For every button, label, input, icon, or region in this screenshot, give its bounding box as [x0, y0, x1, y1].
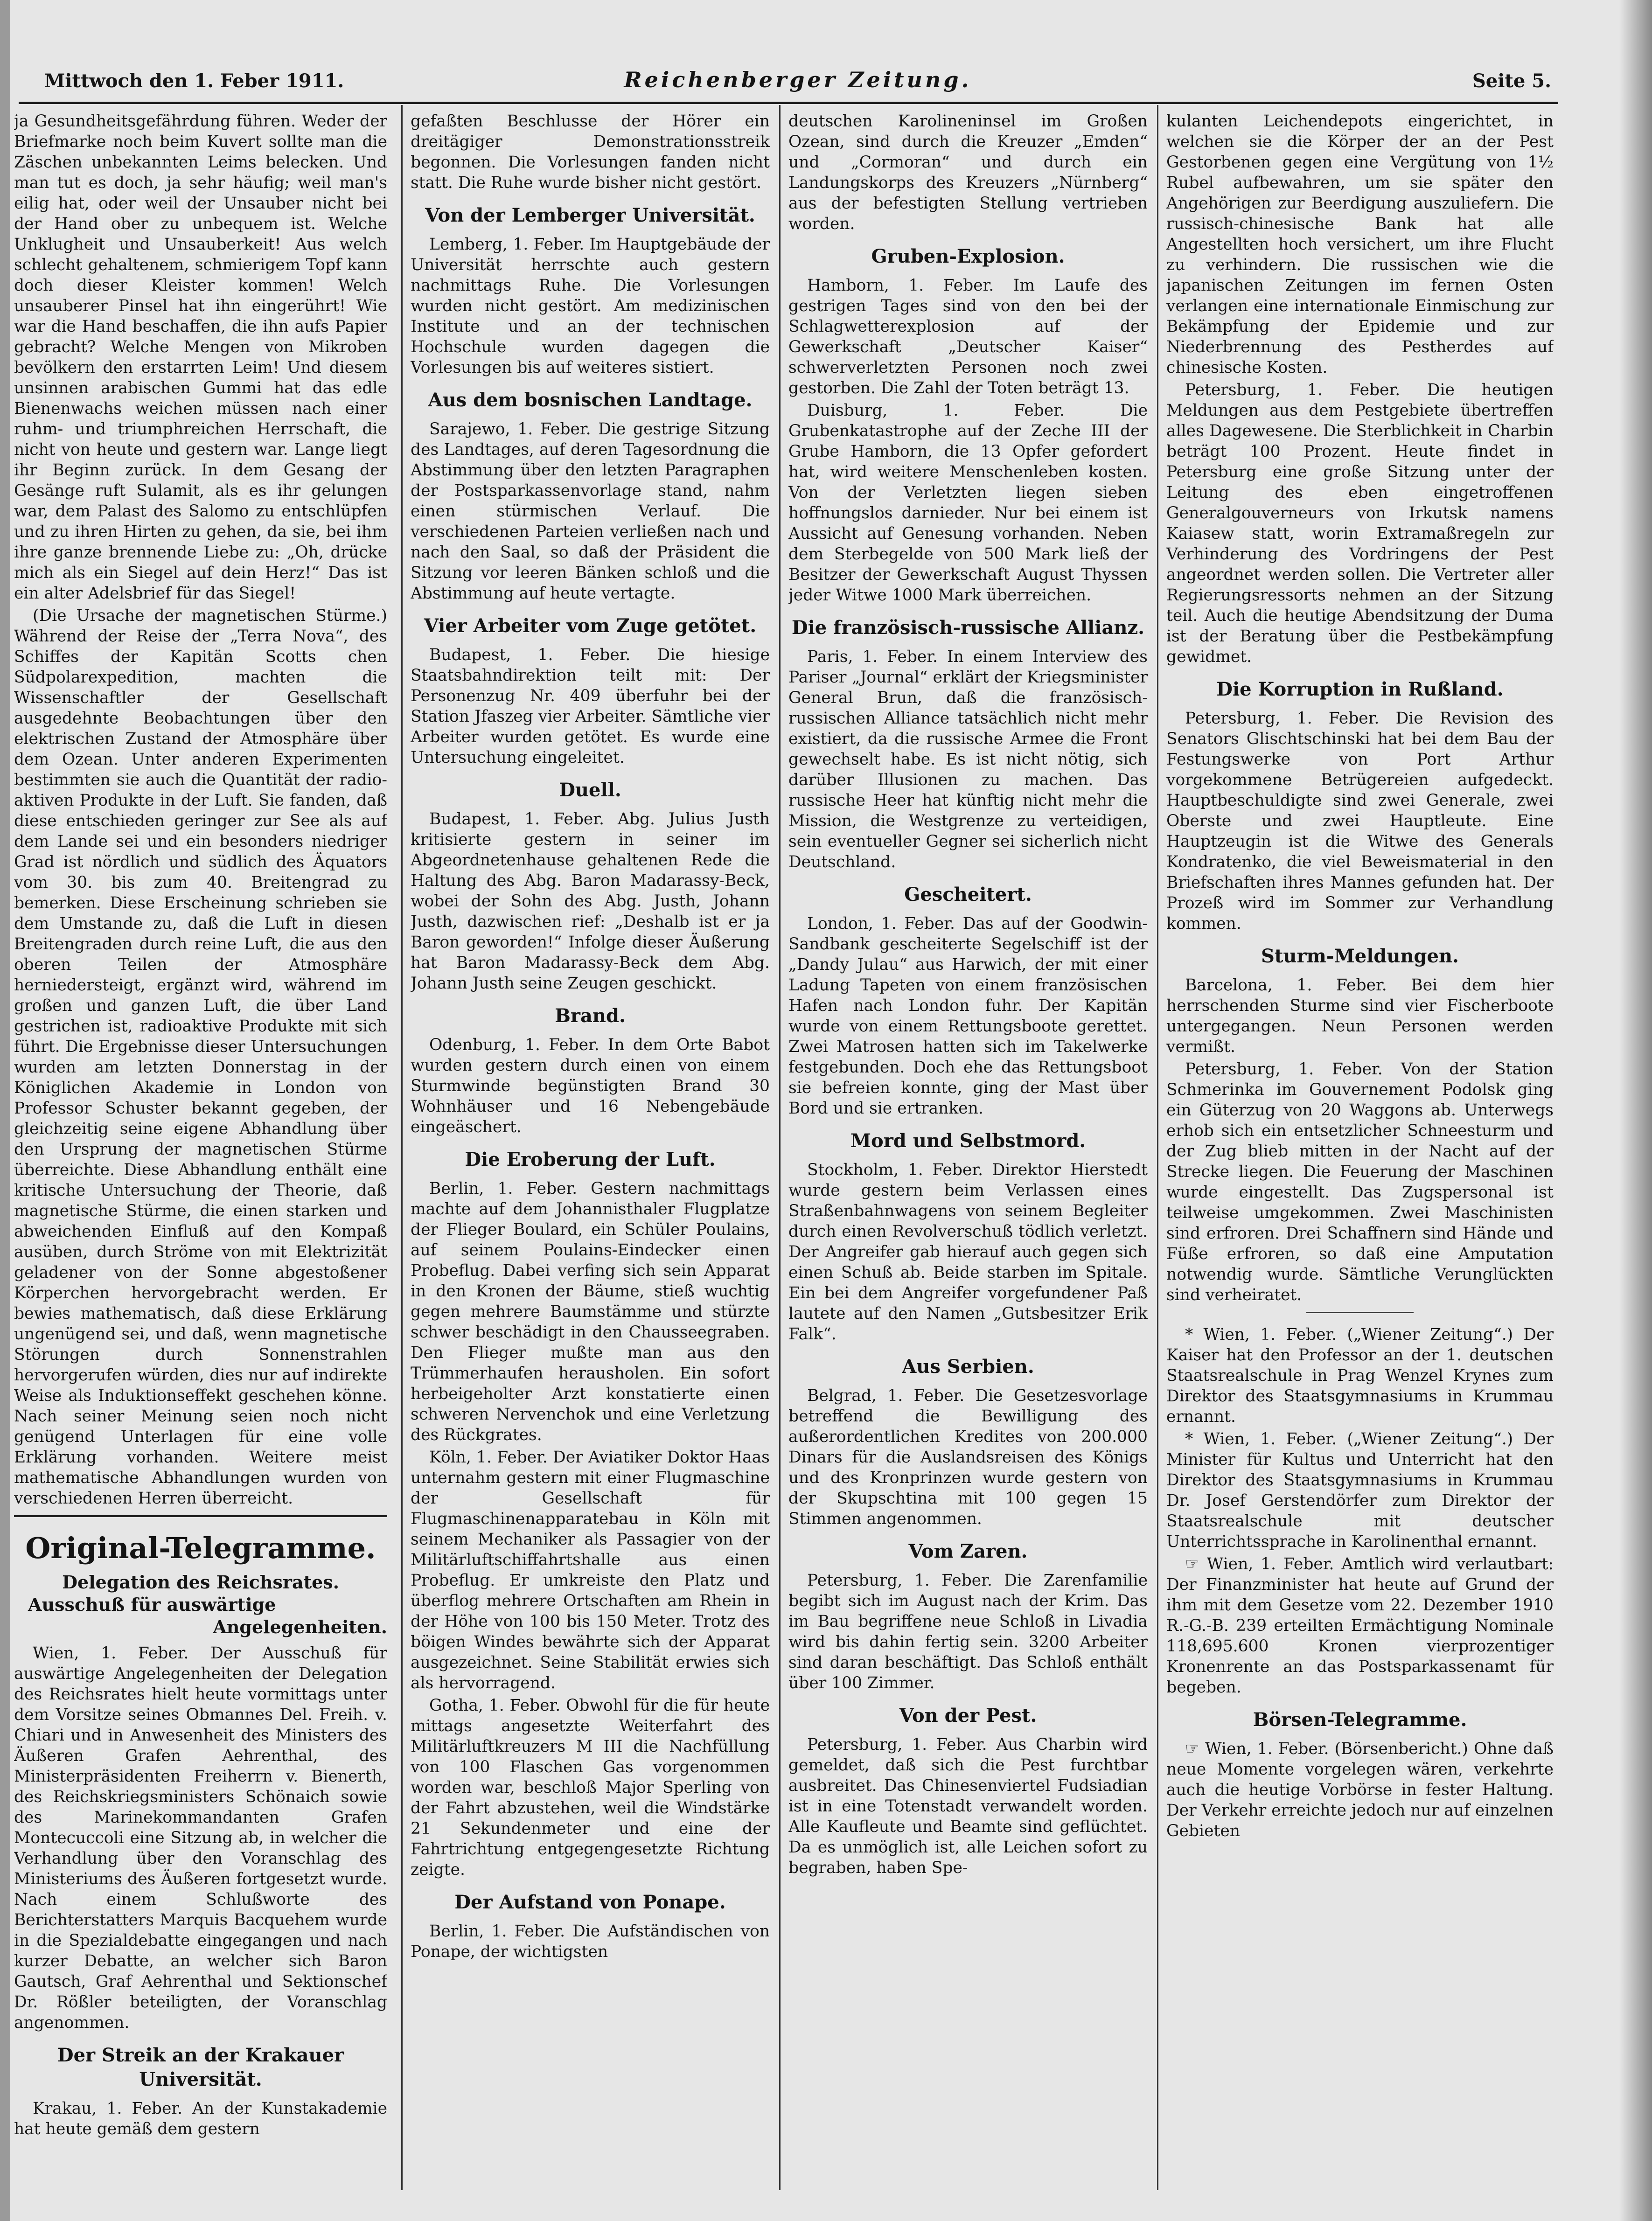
article-paragraph: Sarajewo, 1. Feber. Die gestrige Sitzung des Landtages, auf deren Tagesordnung die Abstimmung über den letzten Paragraphen der Postsparkassenvorlage stand, nahm einen stürmischen Verlauf. Die verschiedenen Parteien verließen nach und nach den Saal, so daß der Präsident die Sitzung vor leeren Bänken schloß und die Abstimmung auf heute vertagte.: [411, 420, 770, 603]
column-rule: [779, 105, 781, 2190]
page-number: Seite 5.: [1472, 70, 1551, 92]
article-heading: Von der Pest.: [899, 1705, 1037, 1727]
article-paragraph: Petersburg, 1. Feber. Die heutigen Meldungen aus dem Pestgebiete übertreffen alles Dagewesene. Die Sterblichkeit in Charbin beträgt 100 Prozent. Heute findet in Petersburg eine große Sitzung unter der Leitung des eben eingetroffenen Generalgouverneurs von Irkutsk namens Kaiasew statt, worin Extramaßregeln zur Verhinderung des Vordringens der Pest angeordnet werden sollen. Die Vertreter aller Regierungsressorts nehmen an der Sitzung teil. Auch die heutige Abendsitzung der Duma ist der Beratung über die Pestbekämpfung gewidmet.: [1166, 381, 1554, 666]
article-paragraph: deutschen Karolineninsel im Großen Ozean, sind durch die Kreuzer „Emden“ und „Cormoran“ und durch ein Landungskorps des Kreuzers „Nürnberg“ aus der befestigten Stellung vertrieben worden.: [788, 112, 1148, 233]
article-heading: Mord und Selbstmord.: [850, 1130, 1086, 1152]
separator-rule: [1306, 1312, 1414, 1313]
header-date: Mittwoch den 1. Feber 1911.: [44, 70, 344, 92]
article-paragraph: Budapest, 1. Feber. Die hiesige Staatsbahndirektion teilt mit: Der Personenzug Nr. 409 überfuhr bei der Station Jfaszeg vier Arbeiter. Sämtliche vier Arbeiter wurden getötet. Es wurde eine Untersuchung eingeleitet.: [411, 646, 770, 767]
article-paragraph: Gotha, 1. Feber. Obwohl für die für heute mittags angesetzte Weiterfahrt des Militärluftkreuzers M III die Nachfüllung von 100 Flaschen Gas vorgenommen worden war, beschloß Major Sperling von der Fahrt abzustehen, weil die Windstärke 21 Sekundenmeter und eine der Fahrtrichtung entgegengesetzte Richtung zeigte.: [411, 1696, 770, 1879]
article-heading: Die französisch-russische Allianz.: [791, 617, 1145, 639]
article-heading: Der Aufstand von Ponape.: [454, 1891, 726, 1913]
newspaper-title: Reichenberger Zeitung.: [624, 67, 972, 92]
article-paragraph: Berlin, 1. Feber. Die Aufständischen von Ponape, der wichtigsten: [411, 1922, 770, 1961]
article-heading: Der Streik an der Krakauer Universität.: [57, 2044, 344, 2090]
article-heading: Die Korruption in Rußland.: [1216, 678, 1504, 700]
header-rule: [19, 102, 1558, 104]
scan-left-edge: [0, 0, 10, 2221]
article-paragraph: Petersburg, 1. Feber. Aus Charbin wird gemeldet, daß sich die Pest furchtbar ausbreitet. Das Chinesenviertel Fudsiadian ist in eine Totenstadt verwandelt worden. Alle Kaufleute und Beamte sind geflüchtet. Da es unmöglich ist, alle Leichen sofort zu begraben, haben Spe-: [788, 1735, 1148, 1877]
article-paragraph: Odenburg, 1. Feber. In dem Orte Babot wurden gestern durch einen von einem Sturmwinde begünstigten Brand 30 Wohnhäuser und 16 Nebengebäude eingeäschert.: [411, 1036, 770, 1136]
article-paragraph: * Wien, 1. Feber. („Wiener Zeitung“.) Der Minister für Kultus und Unterricht hat den Direktor des Staatsgymnasiums in Krummau Dr. Josef Gerstendörfer zum Direktor der Staatsrealschule mit deutscher Unterrichtssprache in Karolinenthal ernannt.: [1166, 1430, 1554, 1551]
article-heading: Von der Lemberger Universität.: [425, 204, 755, 226]
article-heading: Delegation des Reichsrates.: [62, 1572, 339, 1593]
article-paragraph: Paris, 1. Feber. In einem Interview des Pariser „Journal“ erklärt der Kriegsminister General Brun, daß die französisch-russischen Alliance tatsächlich nicht mehr existiert, da die russische Armee die Front gewechselt habe. Es ist nicht nötig, sich darüber Illusionen zu machen. Das russische Heer hat künftig nicht mehr die Mission, die Westgrenze zu verteidigen, sein eventueller Gegner sei sicherlich nicht Deutschland.: [788, 648, 1148, 871]
article-paragraph: Berlin, 1. Feber. Gestern nachmittags machte auf dem Johannisthaler Flugplatze der Flieger Boulard, ein Schüler Poulains, auf seinem Poulains-Eindecker einen Probeflug. Dabei verfing sich sein Apparat in den Kronen der Bäume, stieß wuchtig gegen mehrere Baumstämme und stürzte schwer beschädigt in den Chausseegraben. Den Flieger mußte man aus den Trümmerhaufen herausholen. Ein sofort herbeigeholter Arzt konstatierte einen schweren Nervenchok und eine Verletzung des Rückgrates.: [411, 1179, 770, 1444]
article-paragraph: * Wien, 1. Feber. („Wiener Zeitung“.) Der Kaiser hat den Professor an der 1. deutschen Staatsrealschule in Prag Wenzel Krynes zum Direktor des Staatsgymnasiums in Krummau ernannt.: [1166, 1325, 1554, 1426]
column-2: [411, 111, 770, 2192]
article-paragraph: Petersburg, 1. Feber. Die Revision des Senators Glischtschinski hat bei dem Bau der Festungswerke von Port Arthur vorgekommene Betrügereien aufgedeckt. Hauptbeschuldigte sind zwei Generale, zwei Oberste und zwei Hauptleute. Eine Hauptzeugin ist die Witwe des Generals Kondratenko, die viel Beweismaterial in den Briefschaften ihres Mannes gefunden hat. Der Prozeß wird im Sommer zur Verhandlung kommen.: [1166, 709, 1554, 933]
article-paragraph: Hamborn, 1. Feber. Im Laufe des gestrigen Tages sind von den bei der Schlagwetterexplosion auf der Gewerkschaft „Deutscher Kaiser“ schwerverletzten Personen noch zwei gestorben. Die Zahl der Toten beträgt 13.: [788, 276, 1148, 397]
masthead: [44, 67, 1551, 103]
article-heading: Gescheitert.: [904, 884, 1032, 905]
column-4: [1166, 111, 1554, 2192]
article-paragraph: London, 1. Feber. Das auf der Goodwin-Sandbank gescheiterte Segelschiff ist der „Dandy Julau“ aus Harwich, der mit einer Ladung Tapeten von einem französischen Hafen nach London fuhr. Der Kapitän wurde von einem Rettungsboote gerettet. Zwei Matrosen hatten sich im Takelwerke festgebunden. Doch ehe das Rettungsboot sie befreien konnte, ging der Mast über Bord und sie ertranken.: [788, 914, 1148, 1118]
article-heading: Gruben-Explosion.: [871, 245, 1065, 267]
article-heading: Aus Serbien.: [902, 1356, 1034, 1378]
article-heading: Börsen-Telegramme.: [1253, 1709, 1467, 1731]
article-heading: Sturm-Meldungen.: [1261, 945, 1459, 967]
section-rule: [14, 1515, 387, 1517]
article-paragraph: Budapest, 1. Feber. Abg. Julius Justh kritisierte gestern in seiner im Abgeordnetenhause gehaltenen Rede die Haltung des Abg. Baron Madarassy-Beck, wobei der Sohn des Abg. Justh, Johann Justh, dazwischen rief: „Deshalb ist er ja Baron geworden!“ Infolge dieser Äußerung hat Baron Madarassy-Beck dem Abg. Johann Justh seine Zeugen geschickt.: [411, 810, 770, 993]
article-heading: Duell.: [559, 779, 621, 801]
article-paragraph: Barcelona, 1. Feber. Bei dem hier herrschenden Sturme sind vier Fischerboote untergegangen. Neun Personen werden vermißt.: [1166, 976, 1554, 1056]
column-rule: [401, 105, 403, 2190]
article-paragraph: Petersburg, 1. Feber. Die Zarenfamilie begibt sich im August nach der Krim. Das im Bau begriffene neue Schloß in Livadia wird bis dahin fertig sein. 3200 Arbeiter sind daran beschäftigt. Das Schloß enthält über 100 Zimmer.: [788, 1571, 1148, 1692]
article-paragraph: (Die Ursache der magnetischen Stürme.) Während der Reise der „Terra Nova“, des Schiffes der Kapitän Scotts chen Südpolarexpedition, machten die Wissenschaftler der Gesellschaft ausgedehnte Beobachtungen über den elektrischen Zustand der Atmosphäre über dem Ozean. Unter anderen Experimenten bestimmten sie auch die Quantität der radio-aktiven Produkte in der Luft. Sie fanden, daß diese entschieden geringer zur See als auf dem Lande sei und ein besonders niedriger Grad ist nördlich und südlich des Äquators vom 30. bis zum 40. Breitengrad zu bemerken. Diese Erscheinung schrieben sie dem Umstande zu, daß die Luft in diesen Breitengraden durch reine Luft, die aus den oberen Teilen der Atmosphäre herniedersteigt, ergänzt wird, während im großen und ganzen Luft, die über Land gestrichen ist, radioaktive Produkte mit sich führt. Die Ergebnisse dieser Untersuchungen wurden am letzten Donnerstag in der Königlichen Akademie in London von Professor Schuster bekannt gegeben, der gleichzeitig seine eigene Abhandlung über den Ursprung der magnetischen Stürme überreichte. Diese Abhandlung enthält eine kritische Untersuchung der Theorie, daß magnetische Stürme, die einen starken und abweichenden Einfluß auf den Kompaß ausüben, durch Ströme von mit Elektrizität geladener von der Sonne abgestoßener Körperchen hervorgebracht werden. Er bewies mathematisch, daß diese Erklärung ungenügend sei, und daß, wenn magnetische Störungen durch Sonnenstrahlen hervorgerufen würden, dies nur auf indirekte Weise als Induktionseffekt geschehen könne. Nach seiner Meinung seien noch nicht genügend Unterlagen für eine volle Erklärung vorhanden. Weitere meist mathematische Abhandlungen wurden von verschiedenen Herren überreicht.: [14, 606, 387, 1508]
article-paragraph: Krakau, 1. Feber. An der Kunstakademie hat heute gemäß dem gestern: [14, 2099, 387, 2138]
article-paragraph: Duisburg, 1. Feber. Die Grubenkatastrophe auf der Zeche III der Grube Hamborn, die 13 Opfer gefordert hat, wird weitere Menschenleben kosten. Von der Verletzten liegen sieben hoffnungslos darnieder. Nur bei einem ist Aussicht auf Genesung vorhanden. Neben dem Sterbegelde von 500 Mark ließ der Besitzer der Gewerkschaft August Thyssen jeder Witwe 1000 Mark überreichen.: [788, 401, 1148, 605]
article-paragraph: ☞ Wien, 1. Feber. (Börsenbericht.) Ohne daß neue Momente vorgelegen wären, verkehrte auch die heutige Vorbörse in fester Haltung. Der Verkehr erreichte jedoch nur auf einzelnen Gebieten: [1166, 1740, 1554, 1840]
article-heading: Aus dem bosnischen Landtage.: [428, 389, 753, 411]
column-rule: [1157, 105, 1158, 2190]
article-heading: Die Eroberung der Luft.: [465, 1149, 716, 1170]
section-heading: Original-Telegramme.: [25, 1531, 376, 1565]
article-paragraph: Stockholm, 1. Feber. Direktor Hierstedt wurde gestern beim Verlassen eines Straßenbahnwagens von seinem Begleiter durch einen Revolverschuß tödlich verletzt. Der Angreifer gab hierauf auch gegen sich einen Schuß ab. Beide starben im Spitale. Ein bei dem Angreifer vorgefundener Paß lautete auf den Namen „Gutsbesitzer Erik Falk“.: [788, 1161, 1148, 1344]
article-subheading: Angelegenheiten.: [213, 1616, 387, 1637]
column-1: [14, 111, 387, 2192]
article-heading: Vier Arbeiter vom Zuge getötet.: [424, 615, 757, 637]
scan-right-edge: [1619, 0, 1652, 2221]
article-heading: Vom Zaren.: [908, 1540, 1028, 1562]
article-paragraph: ☞ Wien, 1. Feber. Amtlich wird verlautbart: Der Finanzminister hat heute auf Grund der ihm mit dem Gesetze vom 22. Dezember 1910 R.-G.-B. 239 erteilten Ermächtigung Nominale 118,695.600 Kronen vierprozentiger Kronenrente an das Postsparkassenamt für begeben.: [1166, 1555, 1554, 1697]
column-3: [788, 111, 1148, 2192]
article-paragraph: Köln, 1. Feber. Der Aviatiker Doktor Haas unternahm gestern mit einer Flugmaschine der Gesellschaft für Flugmaschinenapparatebau in Köln mit seinem Mechaniker als Passagier von der Militärluftschiffahrtshalle aus einen Probeflug. Er umkreiste den Platz und überflog mehrere Ortschaften am Rhein in der Höhe von 100 bis 150 Meter. Trotz des böigen Windes bewährte sich der Apparat ausgezeichnet. Seine Stabilität erwies sich als hervorragend.: [411, 1448, 770, 1692]
article-paragraph: Belgrad, 1. Feber. Die Gesetzesvorlage betreffend die Bewilligung des außerordentlichen Kredites von 200.000 Dinars für die Auslandsreisen des Königs und des Kronprinzen wurde gestern von der Skupschtina mit 100 gegen 15 Stimmen angenommen.: [788, 1386, 1148, 1528]
article-paragraph: gefaßten Beschlusse der Hörer ein dreitägiger Demonstrationsstreik begonnen. Die Vorlesungen fanden nicht statt. Die Ruhe wurde bisher nicht gestört.: [411, 112, 770, 192]
article-paragraph: Lemberg, 1. Feber. Im Hauptgebäude der Universität herrschte auch gestern nachmittags Ruhe. Die Vorlesungen wurden nicht gestört. Am medizinischen Institute und an der technischen Hochschule wurden dagegen die Vorlesungen bis auf weiteres sistiert.: [411, 235, 770, 377]
article-paragraph: Wien, 1. Feber. Der Ausschuß für auswärtige Angelegenheiten der Delegation des Reichsrates hielt heute vormittags unter dem Vorsitze seines Obmannes Del. Freih. v. Chiari und in Anwesenheit des Ministers des Äußeren Grafen Aehrenthal, des Ministerpräsidenten Freiherrn v. Bienerth, des Reichskriegsministers Schönaich sowie des Marinekommandanten Grafen Montecuccoli eine Sitzung ab, in welcher die Verhandlung über den Voranschlag des Ministeriums des Äußeren fortgesetzt wurde. Nach einem Schlußworte des Berichterstatters Marquis Bacquehem wurde in die Spezialdebatte eingegangen und nach kurzer Debatte, an welcher sich Baron Gautsch, Graf Aehrenthal und Sektionschef Dr. Rößler beteiligten, der Voranschlag angenommen.: [14, 1644, 387, 2032]
article-subheading: Ausschuß für auswärtige: [28, 1594, 276, 1615]
article-heading: Brand.: [555, 1005, 626, 1027]
article-paragraph: ja Gesundheitsgefährdung führen. Weder der Briefmarke noch beim Kuvert sollte man die Zäschen unbekannten Leims belecken. Und man tut es doch, ja sehr häufig; weil man's eilig hat, oder weil der Unsauber nicht bei der Hand ober zu unbequem ist. Welche Unklugheit und Unsauberkeit! Aus welch schlecht gehaltenem, schmierigem Topf kann doch dieser Kleister kommen! Welch unsauberer Pinsel hat ihn eingerührt! Wie war die Hand beschaffen, die ihn aufs Papier gebracht? Welche Mengen von Mikroben bevölkern den erstarrten Leim! Und diesem unsinnen arabischen Gummi hat das edle Bienenwachs weichen müssen nach einer ruhm- und triumphreichen Herrschaft, die nicht von heute und gestern war. Lange liegt ihr Beginn zurück. In dem Gesang der Gesänge ruft Sulamit, als es ihr gelungen war, dem Palast des Salomo zu entschlüpfen und zu ihren Hirten zu gehen, da sie, bei ihm ihre ganze brennende Liebe zu: „Oh, drücke mich als ein Siegel auf dein Herz!“ Das ist ein alter Adelsbrief für das Siegel!: [14, 112, 387, 603]
article-paragraph: kulanten Leichendepots eingerichtet, in welchen sie die Körper der an der Pest Gestorbenen gegen eine Vergütung von 1½ Rubel aufbewahren, um sie später den Angehörigen zur Beerdigung auszuliefern. Die russisch-chinesische Bank hat alle Angestellten hoch versichert, um ihre Flucht zu verhindern. Die russischen wie die japanischen Zeitungen im fernen Osten verlangen eine internationale Einmischung zur Bekämpfung der Epidemie und zur Niederbrennung des Pestherdes auf chinesische Kosten.: [1166, 112, 1554, 377]
article-paragraph: Petersburg, 1. Feber. Von der Station Schmerinka im Gouvernement Podolsk ging ein Güterzug von 20 Waggons ab. Unterwegs erhob sich ein entsetzlicher Schneesturm und der Zug blieb mitten in der Nacht auf der Strecke liegen. Die Feuerung der Maschinen wurde eingestellt. Das Zugspersonal ist teilweise umgekommen. Zwei Maschinisten sind erfroren. Drei Schaffnern sind Hände und Füße erfroren, so daß eine Amputation notwendig wurde. Sämtliche Verunglückten sind verheiratet.: [1166, 1060, 1554, 1304]
